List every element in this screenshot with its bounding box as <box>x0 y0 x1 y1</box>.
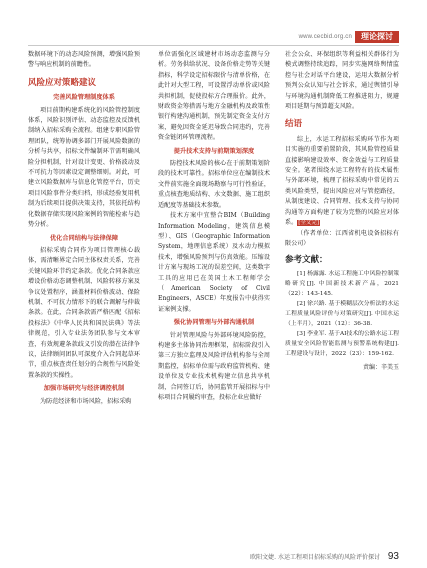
references-heading: 参考文献： <box>285 255 328 266</box>
paragraph: 招标采购合同作为项目管理核心载体，需清晰界定合同主体权责关系，完善关键风险环节约定条款。优化合同条款应增设价格动态调整机制、风险转移方案及争议处置程序，涵盖材料价格波动、保险机制、不可抗力情形下的联合调解与仲裁条款。在此，合同条款需严格匹配《招标投标法》《中华人民共和国民法典》等法律规范，引入专业法务团队参与文本审查，有效规避条款歧义引发的潜在法律争议，法律顾问团队可深度介入合同起草环节，重点核查责任划分的合规性与风险处置条款的实操性。 <box>28 246 140 379</box>
reference-item: [3] 李业军. 基于AI技术的公路水运工程质量安全风险智能监测与预警系统构建[J]. 工程建设与设计，2022（23）：159-162. <box>285 330 399 357</box>
subheading-risk-system: 完善风险管理制度体系 <box>53 94 115 102</box>
reference-item: [1] 杨露露. 水运工程施工中风险控制策略研究[J]. 中国新技术新产品，2021（22）：143-145. <box>285 270 399 297</box>
editor-credit: 责编：辛美玉 <box>362 363 399 371</box>
page-header <box>0 0 427 44</box>
running-title: 欧阳文婕. 水运工程项目招标采购的风险评价探讨 <box>250 554 380 561</box>
subheading-contract: 优化合同结构与法律保障 <box>49 234 119 242</box>
paragraph: 项目前期构建系统化的风险管控制度体系，风险识别评估、动态监控及反馈机制纳入招标采购全流程。组建专职风险管理团队，统筹协调多部门开展风险数据的分析与共享，招标文件编制环节需明确风险分担机制，针对设计变更、价格波动及不可抗力等因素设定调整细则。对此，可建立风险数据库与信息化管控平台，历史项目风险事件分类归档，形成经验复用机制为后续项目提供决策支持，其依托结构化数据存储实现风险案例的智能检索与趋势分析。 <box>28 106 140 229</box>
page-footer <box>250 551 399 562</box>
column-middle <box>158 50 270 403</box>
subheading-coordination: 强化协同管理与外部沟通机制 <box>173 319 255 327</box>
header-divider <box>28 45 399 46</box>
site-url: www.cecbid.org.cn <box>298 34 352 40</box>
author-affiliation: （作者单位：江西省机电设备招标有限公司） <box>285 229 399 247</box>
subheading-market: 加强市场研究与经济调控机制 <box>43 385 125 393</box>
paragraph-intro: 数据环境下的动态风险预测，增强风险预警与响应机制的前瞻性。 <box>28 51 140 69</box>
column-right <box>285 50 399 373</box>
page-number: 93 <box>387 551 399 562</box>
paragraph-conclusion <box>285 135 399 229</box>
section-tag: 理论探讨 <box>355 31 399 43</box>
paragraph: 为防范经济和市场风险，招标采购 <box>40 397 132 405</box>
conclusion-text: 综上，水运工程招标采购环节作为项目实施的重要前置阶段，其风险管控质量直接影响建设效率、资金效益与工程质量安全。笔者围绕水运工程特有的技术属性与外部环境，梳理了招标采购中常见的五类风险类型，提出风险应对与管控路径，从制度建设、合同管理、技术支持与协同沟通等方面构建了较为完整的风险应对体系。 <box>285 135 399 227</box>
paragraph: 防控技术风险的核心在于前期策划阶段的技术可靠性。招标单位应在编制技术文件前实施全面现场勘察与可行性验证，重点核查地质结构、水文数据、施工组织适配度等基础技术参数。 <box>158 160 270 209</box>
section-heading-strategy: 风险应对策略建议 <box>28 77 97 88</box>
paragraph: 技术方案中宜整合BIM（Building Information Modeling，建筑信息模型）、GIS（Geographic Information System，地理信息系统）及水动力模拟技术，增强风险预判与仿真效能。压缩设计方案与现场工况的误差空间，这类数字工具的应用已在美国土木工程师学会（American Society of Civil Engineers，ASCE）年度报告中获得实证案例支撑。 <box>158 212 270 313</box>
paragraph: 社会公众、环保组织等利益相关群体行为模式调整持续追踪，同步实施网络舆情监控与社会对话平台建设，运用大数据分析预判公众认知与社会诉求，通过舆情引导与环境沟通机制降低工程推进阻力，规避项目延期与预算超支风险。 <box>285 51 399 111</box>
end-mark: [全文完] <box>298 220 319 227</box>
paragraph: 单位需强化区域建材市场动态监测与分析。劳务供给状况、设备价格走势等关键指标，科学设定招标限价与清单价格，在此针对大型工程，可设置浮动单价或风险共担机制，促使投标方合理报价。此外，财政资金筹措需与地方金融机构及政策性银行构建沟通机制，预先制定资金支付方案，避免因资金延迟导致合同违约，完善资金链闭环管理流程。 <box>158 51 270 142</box>
reference-item: [2] 徐兴路. 基于模糊层次分析法的水运工程质量风险评价与对策研究[J]. 中国水运（上半月），2021（12）：36-38. <box>285 300 399 327</box>
column-left <box>28 50 140 407</box>
section-heading-conclusion: 结语 <box>285 119 303 130</box>
paragraph: 针对管理风险与外部环境风险防控，构建多主体协同治理框架，招标阶段引入第三方独立监理及风险评估机构参与全周期监控，招标单位需与政府监管机构、建设单位及专业技术机构建立信息共享机制，合同签订后，协同监管开展招标与中标项目合同履约审查，投标企业应做好 <box>158 331 270 401</box>
subheading-tech: 提升技术支持与前期策划深度 <box>173 147 255 155</box>
